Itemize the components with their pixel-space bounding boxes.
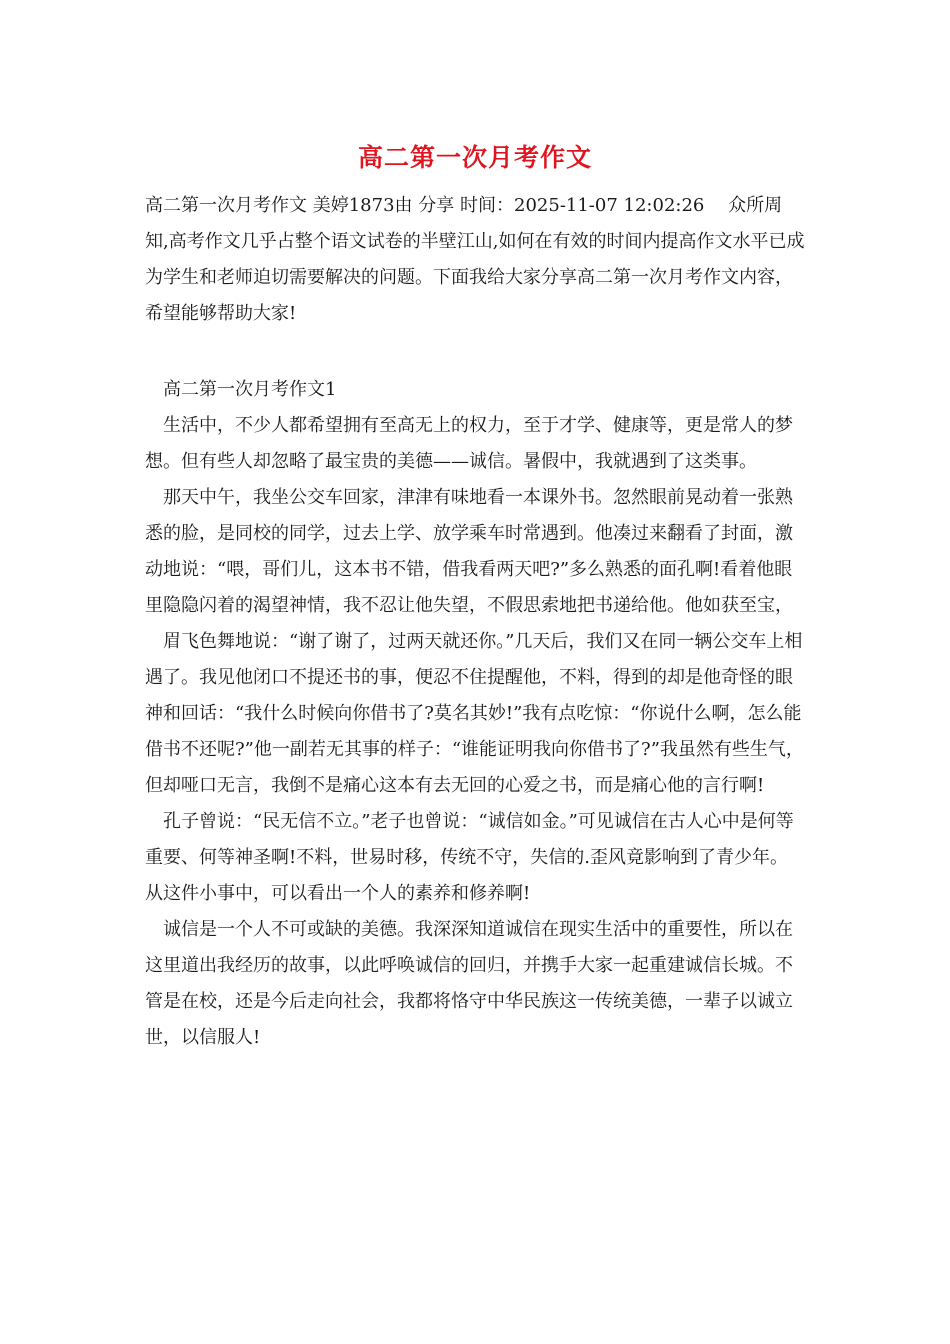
essay-paragraph-1: 生活中，不少人都希望拥有至高无上的权力，至于才学、健康等，更是常人的梦想。但有些人却忽略了最宝贵的美德——诚信。暑假中，我就遇到了这类事。 [145, 415, 793, 472]
meta-time-label: 时间： [460, 195, 515, 216]
intro-text: 众所周知,高考作文几乎占整个语文试卷的半壁江山,如何在有效的时间内提高作文水平已成为学生和老师迫切需要解决的问题。下面我给大家分享高二第一次月考作文内容，希望能够帮助大家! [145, 195, 805, 324]
essay-paragraph-4: 孔子曾说：“民无信不立。”老子也曾说：“诚信如金。”可见诚信在古人心中是何等重要、何等神圣啊!不料，世易时移，传统不守，失信的.歪风竟影响到了青少年。从这件小事中，可以看出一个人的素养和修养啊! [145, 811, 794, 904]
meta-author: 美婷1873由 [312, 195, 413, 216]
section-heading: 高二第一次月考作文1 [163, 379, 337, 400]
section-spacer [145, 332, 805, 372]
essay-paragraph-3: 眉飞色舞地说：“谢了谢了，过两天就还你。”几天后，我们又在同一辆公交车上相遇了。我见他闭口不提还书的事，便忍不住提醒他，不料，得到的却是他奇怪的眼神和回话：“我什么时候向你借书了?莫名其妙!”我有点吃惊：“你说什么啊，怎么能借书不还呢?”他一副若无其事的样子：“谁能证明我向你借书了?”我虽然有些生气，但却哑口无言，我倒不是痛心这本有去无回的心爱之书，而是痛心他的言行啊! [145, 631, 804, 796]
document-page [145, 140, 805, 1056]
meta-heading: 高二第一次月考作文 [145, 195, 307, 216]
essay-paragraph-5: 诚信是一个人不可或缺的美德。我深深知道诚信在现实生活中的重要性，所以在这里道出我经历的故事，以此呼唤诚信的回归，并携手大家一起重建诚信长城。不管是在校，还是今后走向社会，我都将恪守中华民族这一传统美德，一辈子以诚立世，以信服人! [145, 919, 793, 1048]
meta-time-value: 2025-11-07 12:02:26 [514, 195, 705, 216]
essay-paragraph-2: 那天中午，我坐公交车回家，津津有味地看一本课外书。忽然眼前晃动着一张熟悉的脸，是同校的同学，过去上学、放学乘车时常遇到。他凑过来翻看了封面，激动地说：“喂，哥们儿，这本书不错，借我看两天吧?”多么熟悉的面孔啊!看着他眼里隐隐闪着的渴望神情，我不忍让他失望，不假思索地把书递给他。他如获至宝， [145, 487, 793, 616]
document-intro [145, 188, 805, 332]
meta-share: 分享 [418, 195, 455, 216]
document-title: 高二第一次月考作文 [357, 143, 592, 172]
